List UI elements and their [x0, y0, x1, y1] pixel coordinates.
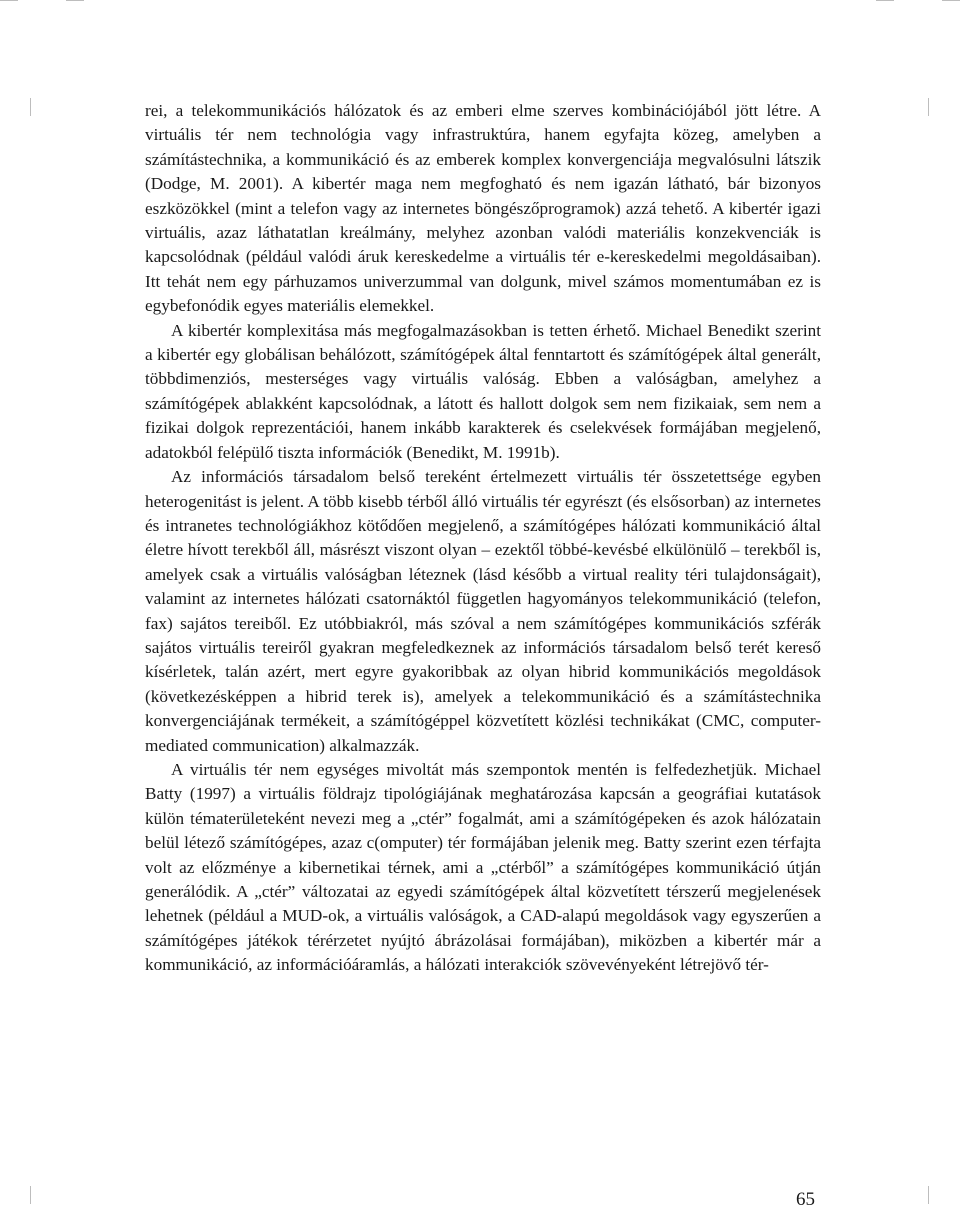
- crop-mark-top-left-2: [66, 0, 84, 1]
- crop-mark-left-upper: [30, 98, 31, 116]
- crop-mark-right-upper: [928, 98, 929, 116]
- body-text: [145, 99, 821, 978]
- page-number: 65: [796, 1189, 815, 1210]
- crop-mark-left-lower: [30, 1186, 31, 1204]
- crop-mark-top-left-1: [0, 0, 18, 1]
- paragraph-2: A kibertér komplexitása más megfogalmazásokban is tetten érhető. Michael Benedikt szerint a kibertér egy globálisan behálózott, számítógépek által fenntartott és számítógépek által generált, többdimenziós, mesterséges vagy virtuális valóság. Ebben a valóságban, amelyhez a számítógépek ablakként kapcsolódnak, a látott és hallott dolgok sem nem fizikaiak, sem nem a fizikai dolgok reprezentációi, hanem inkább karakterek és cselekvések formájában megjelenő, adatokból felépülő tiszta információk (Benedikt, M. 1991b).: [145, 320, 821, 462]
- paragraph-3: Az információs társadalom belső tereként értelmezett virtuális tér összetettsége egyben heterogenitást is jelent. A több kisebb térből álló virtuális tér egyrészt (és elsősorban) az internetes és intranetes technológiákhoz kötődően megjelenő, a számítógépes hálózati kommunikáció által életre hívott terekből áll, másrészt viszont olyan – ezektől többé-kevésbé elkülönülő – terekből is, amelyek csak a virtuális valóságban léteznek (lásd később a virtual reality téri tulajdonságait), valamint az internetes hálózati csatornáktól független hagyományos telekommunikáció (telefon, fax) sajátos tereiből. Ez utóbbiakról, más szóval a nem számítógépes kommunikációs szférák sajátos virtuális tereiről gyakran megfeledkeznek az információs társadalom belső terét kereső kísérletek, talán azért, mert egyre gyakoribbak az olyan hibrid kommunikációs megoldások (következésképpen a hibrid terek is), amelyek a telekommunikáció és a számítástechnika konvergenciájának termékeit, a számítógéppel közvetített közlési technikákat (CMC, computer-mediated communication) alkalmazzák.: [145, 467, 821, 755]
- crop-mark-right-lower: [928, 1186, 929, 1204]
- crop-mark-top-right-1: [876, 0, 894, 1]
- paragraph-1: rei, a telekommunikációs hálózatok és az emberi elme szerves kombinációjából jött létre. A virtuális tér nem technológia vagy infrastruktúra, hanem egyfajta közeg, amelyben a számítástechnika, a kommunikáció és az emberek komplex konvergenciája megvalósulni látszik (Dodge, M. 2001). A kibertér maga nem megfogható és nem igazán látható, bár bizonyos eszközökkel (mint a telefon vagy az internetes böngészőprogramok) azzá tehető. A kibertér igazi virtuális, azaz láthatatlan kreálmány, melyhez azonban valódi materiális konzekvenciák is kapcsolódnak (például valódi áruk kereskedelme a virtuális tér e-kereskedelmi megoldásaiban). Itt tehát nem egy párhuzamos univerzummal van dolgunk, mivel számos momentumában ez is egybefonódik egyes materiális elemekkel.: [145, 101, 821, 316]
- paragraph-4: A virtuális tér nem egységes mivoltát más szempontok mentén is felfedezhetjük. Michael Batty (1997) a virtuális földrajz tipológiájának meghatározása kapcsán a geográfiai kutatások külön tématerületeként nevezi meg a „ctér” fogalmát, ami a számítógépeken és azok hálózatain belül létező számítógépes, azaz c(omputer) tér formájában jelenik meg. Batty szerint ezen térfajta volt az előzménye a kibernetikai térnek, ami a „ctérből” a számítógépes kommunikáció útján generálódik. A „ctér” változatai az egyedi számítógépek által közvetített térszerű megjelenések lehetnek (például a MUD-ok, a virtuális valóságok, a CAD-alapú megoldások vagy egyszerűen a számítógépes játékok térérzetet nyújtó ábrázolásai formájában), miközben a kibertér már a kommunikáció, az információáramlás, a hálózati interakciók szövevényeként létrejövő tér-: [145, 759, 821, 975]
- crop-mark-top-right-2: [942, 0, 960, 1]
